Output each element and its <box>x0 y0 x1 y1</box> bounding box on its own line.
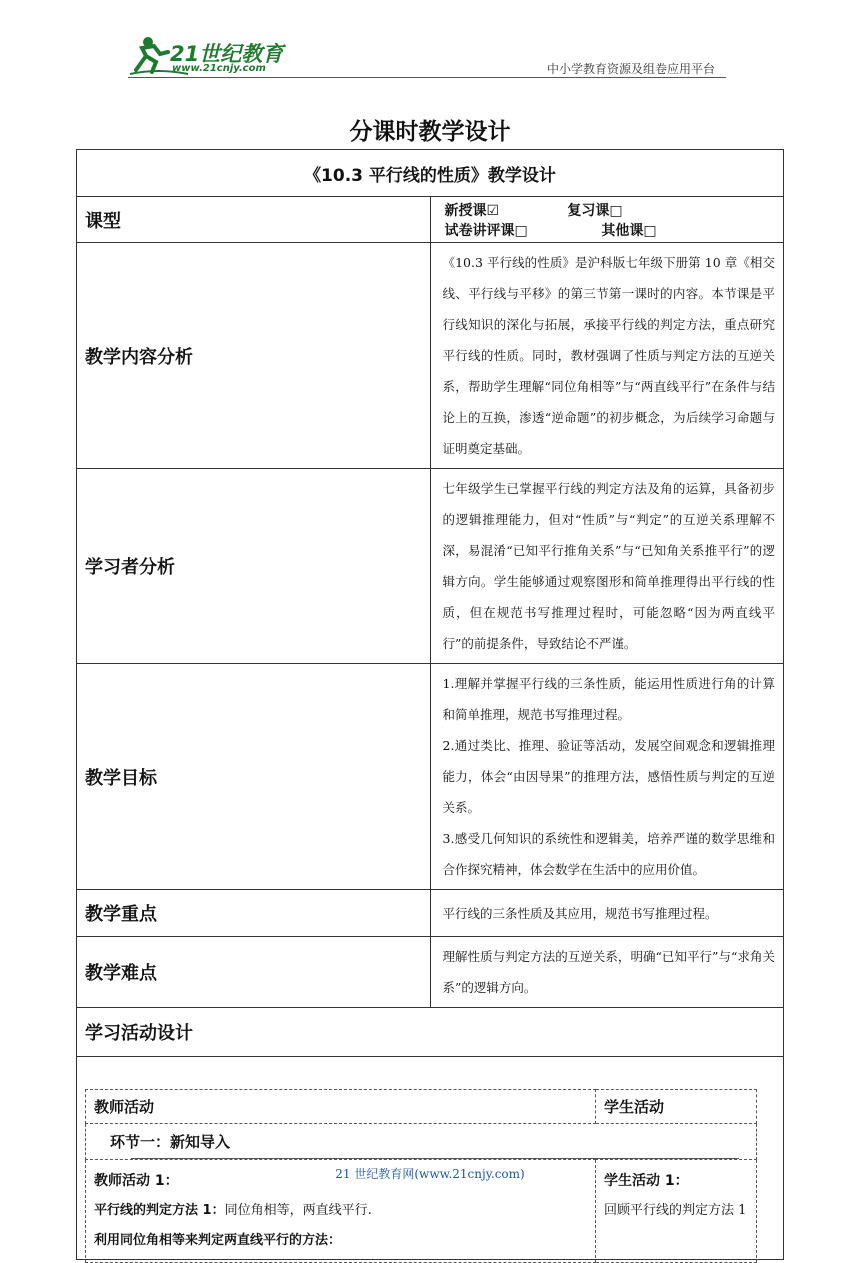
objective-item: 3.感受几何知识的系统性和逻辑美，培养严谨的数学思维和合作探究精神，体会数学在生活中的应用价值。 <box>442 831 775 877</box>
method-label: 平行线的判定方法 1： <box>94 1203 225 1218</box>
student-activity-header: 学生活动 <box>596 1090 757 1124</box>
course-type-options <box>430 197 784 243</box>
content-analysis-label: 教学内容分析 <box>77 243 431 469</box>
footer-link[interactable]: 21 世纪教育网(www.21cnjy.com) <box>335 1167 525 1181</box>
teacher-activity-header: 教师活动 <box>86 1090 596 1124</box>
key-points-label: 教学重点 <box>77 890 431 937</box>
objective-item: 1.理解并掌握平行线的三条性质，能运用性质进行角的计算和简单推理，规范书写推理过程。 <box>442 676 775 722</box>
header-divider <box>128 77 726 78</box>
footer-divider <box>131 1158 739 1159</box>
method-text: 同位角相等，两直线平行. <box>224 1203 372 1218</box>
learner-analysis-text: 七年级学生已掌握平行线的判定方法及角的运算，具备初步的逻辑推理能力，但对“性质”与“判定”的互逆关系理解不深，易混淆“已知平行推角关系”与“已知角关系推平行”的逻辑方向。学生能够通过观察图形和简单推理得出平行线的性质，但在规范书写推理过程时，可能忽略“因为两直线平行”的前提条件，导致结论不严谨。 <box>430 469 784 664</box>
difficulties-text: 理解性质与判定方法的互逆关系，明确“已知平行”与“求角关系”的逻辑方向。 <box>430 937 784 1008</box>
objectives-label: 教学目标 <box>77 664 431 890</box>
method-line <box>94 1196 587 1226</box>
type-label: 课型 <box>77 197 431 243</box>
content-analysis-text: 《10.3 平行线的性质》是沪科版七年级下册第 10 章《相交线、平行线与平移》的第三节第一课时的内容。本节课是平行线知识的深化与拓展，承接平行线的判定方法，重点研究平行线的性质。同时，教材强调了性质与判定方法的互逆关系，帮助学生理解“同位角相等”与“两直线平行”在条件与结论上的互换，渗透“逆命题”的初步概念，为后续学习命题与证明奠定基础。 <box>430 243 784 469</box>
teacher-activity-title: 教师活动 1： <box>94 1173 179 1189</box>
lesson-plan-table <box>76 149 784 1260</box>
page-title: 分课时教学设计 <box>349 119 511 145</box>
learner-analysis-label: 学习者分析 <box>77 469 431 664</box>
platform-label: 中小学教育资源及组卷应用平台 <box>546 62 715 76</box>
course-title: 《10.3 平行线的性质》教学设计 <box>77 150 784 197</box>
key-points-text: 平行线的三条性质及其应用，规范书写推理过程。 <box>430 890 784 937</box>
objectives-list <box>430 664 784 890</box>
logo-url: www.21cnjy.com <box>172 63 266 74</box>
student-activity-text: 回顾平行线的判定方法 1 <box>604 1203 747 1218</box>
option-review-lesson: 复习课□ <box>567 202 623 219</box>
step-title: 环节一：新知导入 <box>86 1124 757 1160</box>
objective-item: 2.通过类比、推理、验证等活动，发展空间观念和逻辑推理能力，体会“由因导果”的推理方法，感悟性质与判定的互逆关系。 <box>442 738 775 815</box>
logo-text: 21世纪教育 <box>170 42 284 66</box>
method-line-2: 利用同位角相等来判定两直线平行的方法： <box>94 1233 342 1248</box>
page-header <box>0 0 860 90</box>
difficulties-label: 教学难点 <box>77 937 431 1008</box>
option-new-lesson: 新授课☑ <box>444 202 500 219</box>
activities-label: 学习活动设计 <box>77 1008 784 1057</box>
option-exam-review: 试卷讲评课□ <box>444 222 528 239</box>
option-other: 其他课□ <box>601 222 657 239</box>
student-activity-title: 学生活动 1： <box>604 1173 689 1189</box>
